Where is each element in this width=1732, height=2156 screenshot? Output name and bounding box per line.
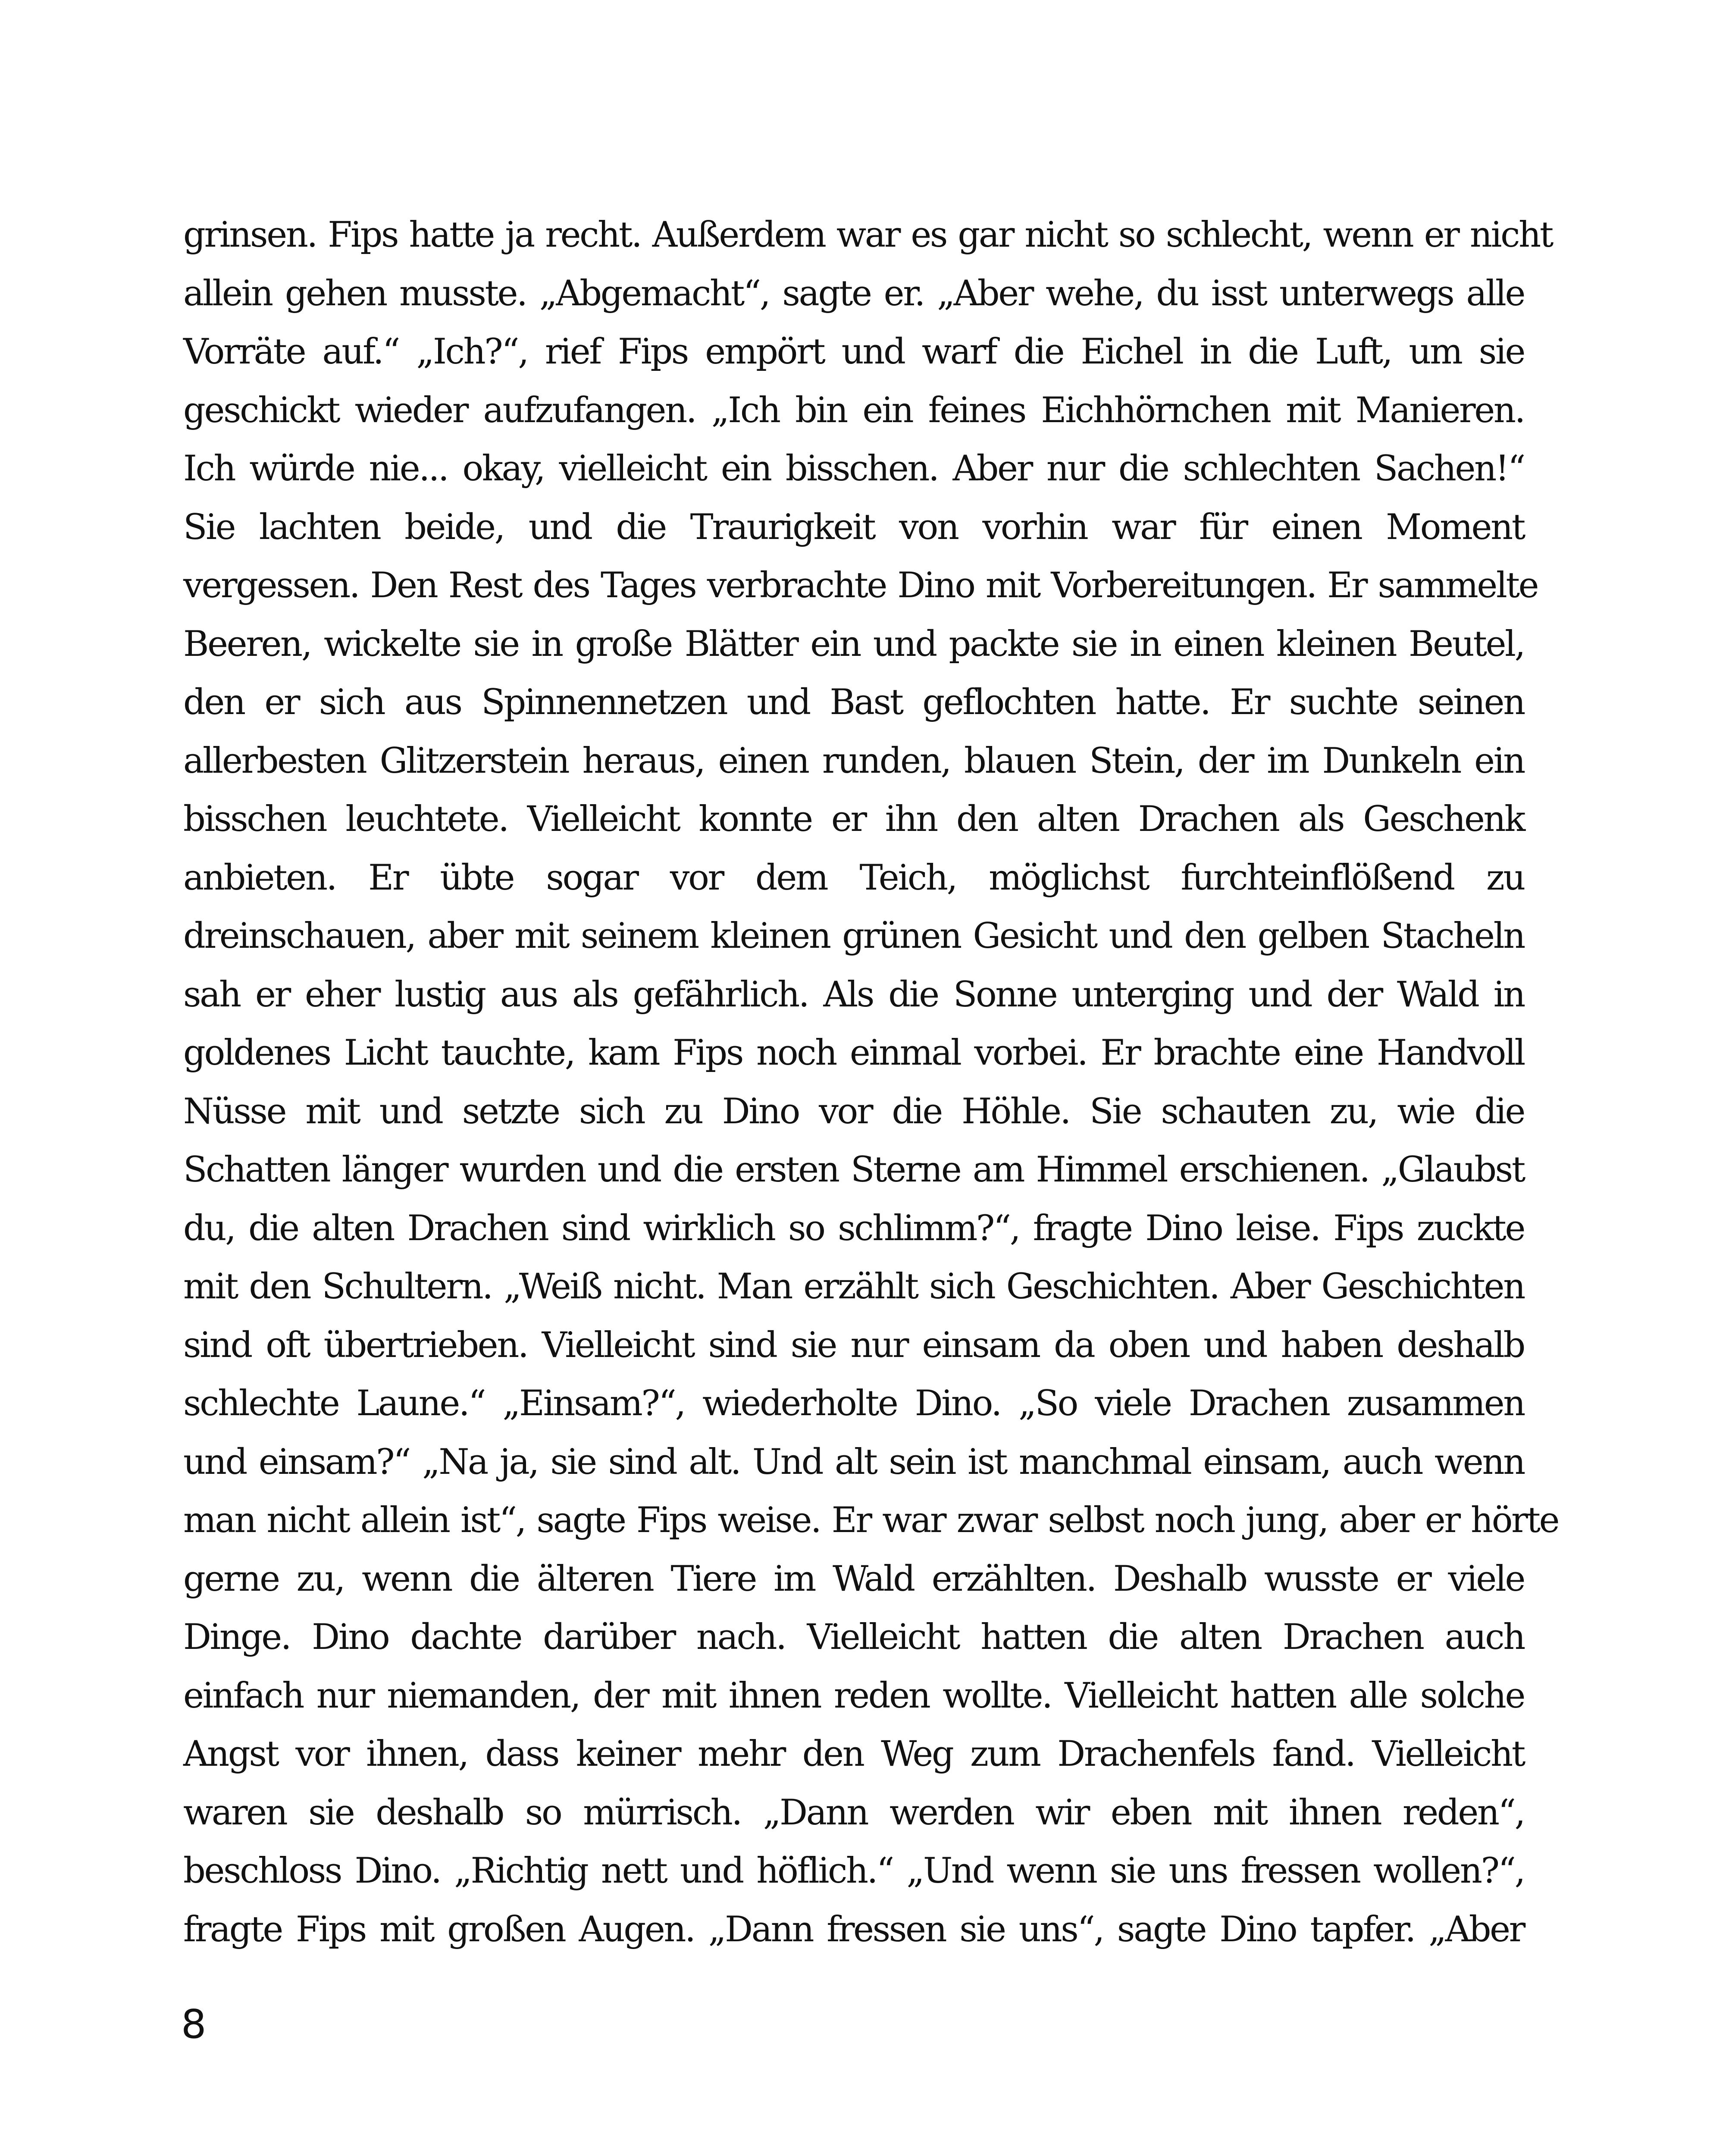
- page-number: 8: [181, 2001, 207, 2047]
- text-line: schlechte Laune.“ „Einsam?“, wiederholte Dino. „So viele Drachen zusammen: [183, 1383, 1524, 1424]
- text-line: Nüsse mit und setzte sich zu Dino vor die Höhle. Sie schauten zu, wie die: [183, 1091, 1524, 1132]
- text-line: und einsam?“ „Na ja, sie sind alt. Und alt sein ist manchmal einsam, auch wenn: [183, 1442, 1524, 1482]
- text-line: du, die alten Drachen sind wirklich so schlimm?“, fragte Dino leise. Fips zuckte: [183, 1208, 1524, 1249]
- text-line: grinsen. Fips hatte ja recht. Außerdem war es gar nicht so schlecht, wenn er nicht: [183, 215, 1553, 255]
- text-line: Sie lachten beide, und die Traurigkeit von vorhin war für einen Moment: [183, 507, 1524, 548]
- text-line: sind oft übertrieben. Vielleicht sind sie nur einsam da oben und haben deshalb: [183, 1325, 1524, 1366]
- text-line: vergessen. Den Rest des Tages verbrachte Dino mit Vorbereitungen. Er sammelte: [183, 565, 1538, 606]
- text-line: waren sie deshalb so mürrisch. „Dann werden wir eben mit ihnen reden“,: [183, 1792, 1524, 1833]
- text-line: Dinge. Dino dachte darüber nach. Vielleicht hatten die alten Drachen auch: [183, 1617, 1524, 1658]
- text-line: beschloss Dino. „Richtig nett und höflich.“ „Und wenn sie uns fressen wollen?“,: [183, 1851, 1524, 1891]
- text-line: man nicht allein ist“, sagte Fips weise. Er war zwar selbst noch jung, aber er hörte: [183, 1500, 1559, 1541]
- body-text: [183, 206, 1559, 1959]
- text-line: allein gehen musste. „Abgemacht“, sagte er. „Aber wehe, du isst unterwegs alle: [183, 273, 1524, 314]
- text-line: goldenes Licht tauchte, kam Fips noch einmal vorbei. Er brachte eine Handvoll: [183, 1033, 1524, 1073]
- text-line: Vorräte auf.“ „Ich?“, rief Fips empört und warf die Eichel in die Luft, um sie: [183, 332, 1524, 372]
- text-line: Angst vor ihnen, dass keiner mehr den Weg zum Drachenfels fand. Vielleicht: [183, 1734, 1524, 1774]
- text-line: dreinschauen, aber mit seinem kleinen grünen Gesicht und den gelben Stacheln: [183, 916, 1524, 956]
- text-line: Beeren, wickelte sie in große Blätter ein und packte sie in einen kleinen Beutel,: [183, 624, 1524, 664]
- text-line: sah er eher lustig aus als gefährlich. Als die Sonne unterging und der Wald in: [183, 974, 1524, 1015]
- text-line: mit den Schultern. „Weiß nicht. Man erzählt sich Geschichten. Aber Geschichten: [183, 1266, 1524, 1307]
- text-line: Schatten länger wurden und die ersten Sterne am Himmel erschienen. „Glaubst: [183, 1150, 1524, 1190]
- text-line: bisschen leuchtete. Vielleicht konnte er ihn den alten Drachen als Geschenk: [183, 799, 1524, 840]
- text-line: anbieten. Er übte sogar vor dem Teich, möglichst furchteinflößend zu: [183, 857, 1524, 898]
- text-line: geschickt wieder aufzufangen. „Ich bin ein feines Eichhörnchen mit Manieren.: [183, 390, 1524, 431]
- text-line: einfach nur niemanden, der mit ihnen reden wollte. Vielleicht hatten alle solche: [183, 1675, 1524, 1716]
- text-line: Ich würde nie... okay, vielleicht ein bisschen. Aber nur die schlechten Sachen!“: [183, 448, 1524, 489]
- text-line: allerbesten Glitzerstein heraus, einen runden, blauen Stein, der im Dunkeln ein: [183, 740, 1524, 781]
- text-line: fragte Fips mit großen Augen. „Dann fressen sie uns“, sagte Dino tapfer. „Aber: [183, 1909, 1524, 1950]
- text-line: gerne zu, wenn die älteren Tiere im Wald erzählten. Deshalb wusste er viele: [183, 1558, 1524, 1599]
- text-line: den er sich aus Spinnennetzen und Bast geflochten hatte. Er suchte seinen: [183, 682, 1524, 723]
